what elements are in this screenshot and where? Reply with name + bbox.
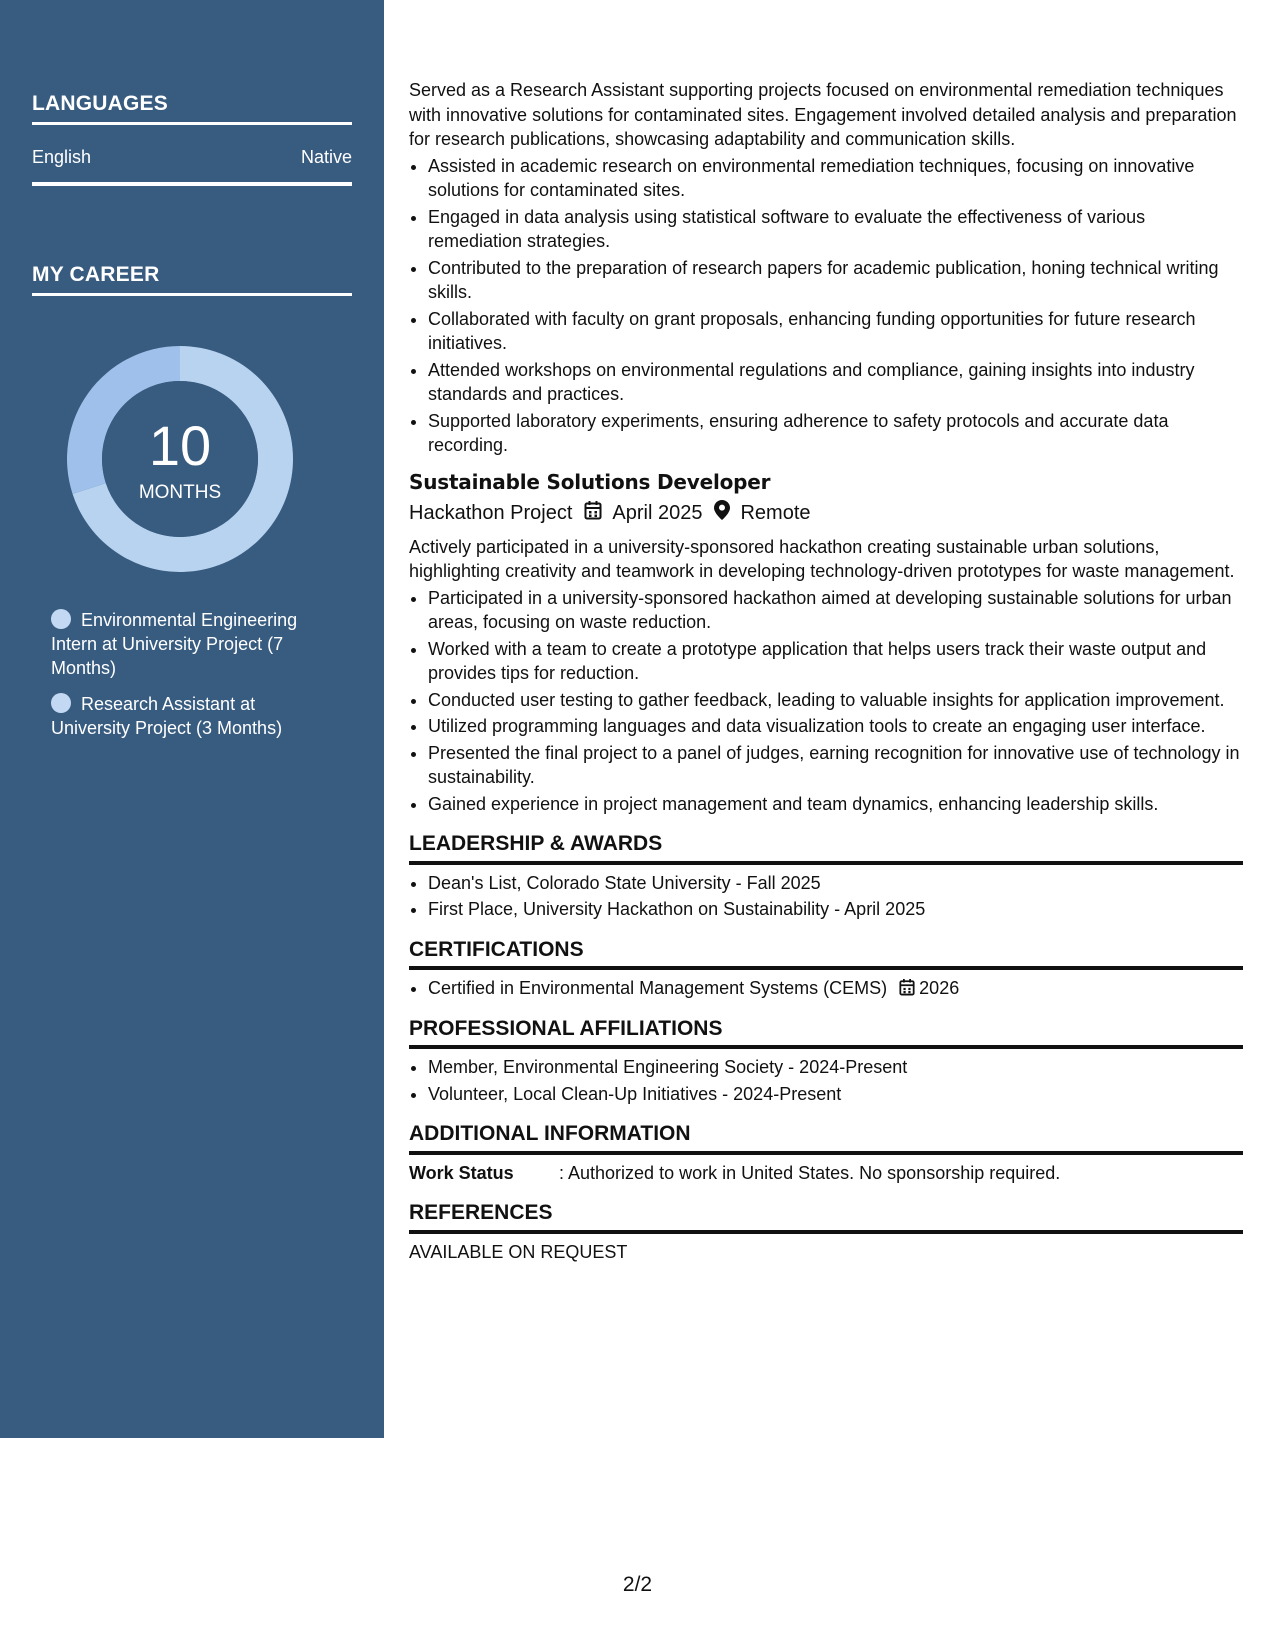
leadership-list xyxy=(409,871,1243,922)
additional-info-heading: ADDITIONAL INFORMATION xyxy=(409,1122,1243,1155)
references-text: AVAILABLE ON REQUEST xyxy=(409,1241,628,1262)
legend-dot-icon xyxy=(51,609,71,629)
work-status-row xyxy=(409,1161,1243,1186)
legend-label: Environmental Engineering Intern at University Project (7 Months) xyxy=(51,610,298,678)
donut-total-number: 10 xyxy=(148,414,212,477)
page-number: 2/2 xyxy=(622,1573,653,1596)
job-bullets xyxy=(409,586,1243,817)
list-item: • Conducted user testing to gather feedback, leading to valuable insights for application improvement. xyxy=(428,688,1243,713)
list-item: • Collaborated with faculty on grant proposals, enhancing funding opportunities for future research initiatives. xyxy=(428,307,1243,356)
list-item: • Presented the final project to a panel of judges, earning recognition for innovative use of technology in sustainability. xyxy=(428,741,1243,790)
job-summary: Actively participated in a university-sponsored hackathon creating sustainable urban solutions, highlighting creativity and teamwork in developing technology-driven prototypes for waste management. xyxy=(409,536,1235,581)
career-section xyxy=(32,263,352,296)
list-item: • Supported laboratory experiments, ensuring adherence to safety protocols and accurate data recording. xyxy=(428,409,1243,458)
list-item: • Member, Environmental Engineering Society - 2024-Present xyxy=(428,1055,1243,1080)
legend-label: Research Assistant at University Project (3 Months) xyxy=(51,694,283,738)
career-heading: MY CAREER xyxy=(32,263,352,296)
career-donut-chart xyxy=(67,346,293,572)
research-bullets xyxy=(409,154,1243,458)
sidebar xyxy=(0,0,384,1438)
list-item: • Attended workshops on environmental regulations and compliance, gaining insights into industry standards and practices. xyxy=(428,358,1243,407)
legend-item xyxy=(51,608,321,680)
certifications-heading: CERTIFICATIONS xyxy=(409,938,1243,971)
list-item: • Contributed to the preparation of research papers for academic publication, honing technical writing skills. xyxy=(428,256,1243,305)
list-item: • Participated in a university-sponsored hackathon aimed at developing sustainable solutions for urban areas, focusing on waste reduction. xyxy=(428,586,1243,635)
job-date: April 2025 xyxy=(612,502,703,524)
certification-name: Certified in Environmental Management Systems (CEMS) xyxy=(428,978,888,998)
job-company: Hackathon Project xyxy=(409,502,573,524)
list-item xyxy=(428,976,1243,1001)
list-item: • Volunteer, Local Clean-Up Initiatives - 2024-Present xyxy=(428,1082,1243,1107)
affiliations-heading: PROFESSIONAL AFFILIATIONS xyxy=(409,1017,1243,1050)
job-title: Sustainable Solutions Developer xyxy=(409,469,771,494)
career-legend xyxy=(51,608,321,752)
references-heading: REFERENCES xyxy=(409,1201,1243,1234)
job-meta xyxy=(409,500,1243,527)
job-location: Remote xyxy=(740,502,811,524)
calendar-icon xyxy=(887,978,919,998)
list-item: • Dean's List, Colorado State University - Fall 2025 xyxy=(428,871,1243,896)
calendar-icon xyxy=(584,500,612,527)
work-status-value: : Authorized to work in United States. No sponsorship required. xyxy=(559,1162,1061,1183)
leadership-heading: LEADERSHIP & AWARDS xyxy=(409,832,1243,865)
legend-dot-icon xyxy=(51,693,71,713)
affiliations-list xyxy=(409,1055,1243,1106)
languages-heading: LANGUAGES xyxy=(32,92,352,125)
location-pin-icon xyxy=(714,500,740,527)
list-item: • Assisted in academic research on environmental remediation techniques, focusing on innovative solutions for contaminated sites. xyxy=(428,154,1243,203)
list-item: • First Place, University Hackathon on Sustainability - April 2025 xyxy=(428,897,1243,922)
languages-section xyxy=(32,92,352,186)
language-level: Native xyxy=(300,147,352,167)
certification-year: 2026 xyxy=(919,978,960,998)
legend-item xyxy=(51,692,321,740)
list-item: • Engaged in data analysis using statistical software to evaluate the effectiveness of various remediation strategies. xyxy=(428,205,1243,254)
research-intro: Served as a Research Assistant supporting projects focused on environmental remediation techniques with innovative solutions for contaminated sites. Engagement involved detailed analysis and preparation for research publications, showcasing adaptability and communication skills. xyxy=(409,80,1237,149)
certifications-list xyxy=(409,976,1243,1001)
list-item: • Gained experience in project management and team dynamics, enhancing leadership skills. xyxy=(428,792,1243,817)
language-row xyxy=(32,147,352,186)
donut-total-unit: MONTHS xyxy=(138,482,222,503)
language-name: English xyxy=(32,147,92,167)
work-status-label: Work Status xyxy=(409,1162,514,1183)
list-item: • Worked with a team to create a prototype application that helps users track their waste output and provides tips for reduction. xyxy=(428,637,1243,686)
list-item: • Utilized programming languages and data visualization tools to create an engaging user interface. xyxy=(428,714,1243,739)
main-content xyxy=(409,78,1243,1264)
